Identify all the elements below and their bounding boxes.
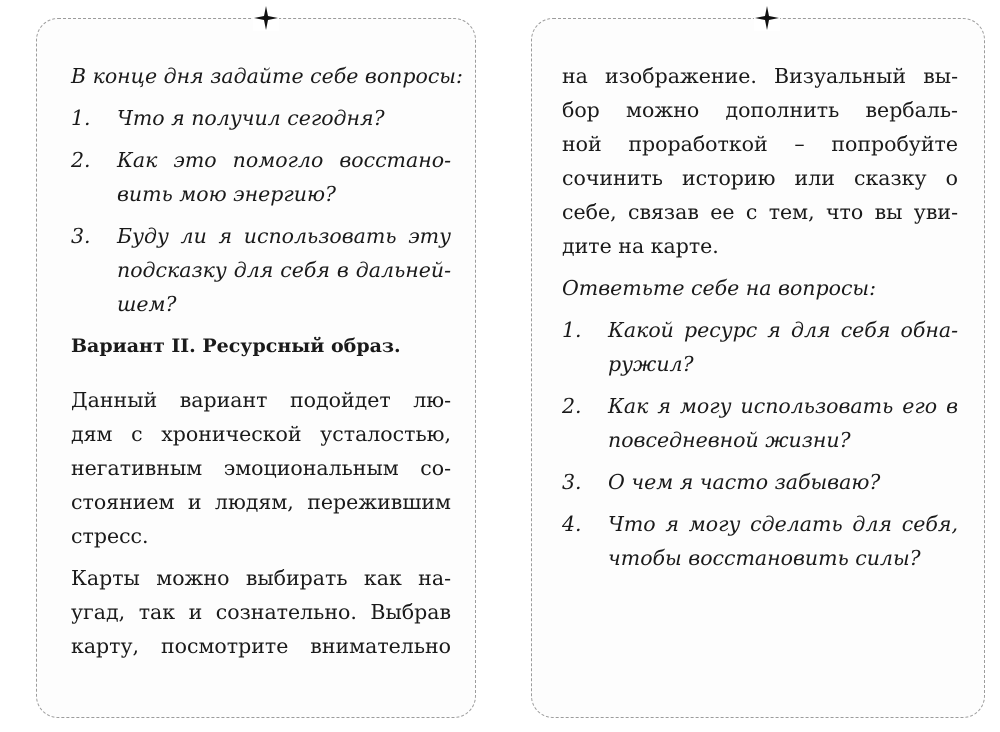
question-line: повседневной жизни? <box>608 428 851 452</box>
list-number: 4. <box>562 512 582 536</box>
paragraph-line: Данный вариант подойдет лю- <box>71 388 451 412</box>
list-number: 3. <box>71 224 91 248</box>
right-question-2 <box>562 389 958 457</box>
paragraph-line: сочинить историю или сказку о <box>562 166 958 190</box>
right-page-content <box>562 59 958 583</box>
left-page <box>36 18 476 718</box>
paragraph-line: Карты можно выбирать как на- <box>71 566 451 590</box>
right-question-3 <box>562 465 958 499</box>
question-line: чтобы восстановить силы? <box>608 546 921 570</box>
left-page-content <box>71 59 463 671</box>
list-number: 3. <box>562 470 582 494</box>
list-number: 2. <box>71 148 91 172</box>
paragraph-line: угад, так и сознательно. Выбрав <box>71 600 451 624</box>
star-ornament-icon <box>754 5 780 31</box>
right-question-4 <box>562 507 958 575</box>
left-heading <box>71 59 463 93</box>
question-line: Что я могу сделать для себя, <box>608 512 958 536</box>
left-question-1 <box>71 101 451 135</box>
paragraph-line: карту, посмотрите внимательно <box>71 634 451 658</box>
paragraph-line: ной проработкой – попробуйте <box>562 132 958 156</box>
right-page <box>531 18 985 718</box>
paragraph-line: стресс. <box>71 524 149 548</box>
left-heading-text: В конце дня задайте себе вопросы: <box>71 64 463 88</box>
question-line: подсказку для себя в дальней- <box>117 258 451 282</box>
paragraph-line: негативным эмоциональным со- <box>71 456 451 480</box>
list-number: 2. <box>562 394 582 418</box>
right-heading-text: Ответьте себе на вопросы: <box>562 276 877 300</box>
paragraph-line: дите на карте. <box>562 234 719 258</box>
paragraph-line: стоянием и людям, пережившим <box>71 490 451 514</box>
question-line: О чем я часто забываю? <box>608 470 881 494</box>
right-heading <box>562 271 958 305</box>
paragraph-line: дям с хронической усталостью, <box>71 422 451 446</box>
question-line: вить мою энергию? <box>117 182 336 206</box>
list-number: 1. <box>71 106 91 130</box>
question-line: Как это помогло восстано- <box>117 148 451 172</box>
question-line: Буду ли я использовать эту <box>117 224 451 248</box>
paragraph-line: бор можно дополнить вербаль- <box>562 98 958 122</box>
right-question-1 <box>562 313 958 381</box>
question-line: Что я получил сегодня? <box>117 106 385 130</box>
paragraph-line: на изображение. Визуальный вы- <box>562 64 958 88</box>
question-line: ружил? <box>608 352 694 376</box>
left-question-2 <box>71 143 451 211</box>
section-title: Вариант II. Ресурсный образ. <box>71 335 401 357</box>
question-line: шем? <box>117 292 177 316</box>
question-line: Какой ресурс я для себя обна- <box>608 318 958 342</box>
right-paragraph <box>562 59 958 263</box>
paragraph-line: себе, связав ее с тем, что вы уви- <box>562 200 958 224</box>
star-ornament-icon <box>253 5 279 31</box>
list-number: 1. <box>562 318 582 342</box>
question-line: Как я могу использовать его в <box>608 394 958 418</box>
left-paragraph-2 <box>71 561 451 663</box>
left-question-3 <box>71 219 451 321</box>
left-paragraph-1 <box>71 383 451 553</box>
